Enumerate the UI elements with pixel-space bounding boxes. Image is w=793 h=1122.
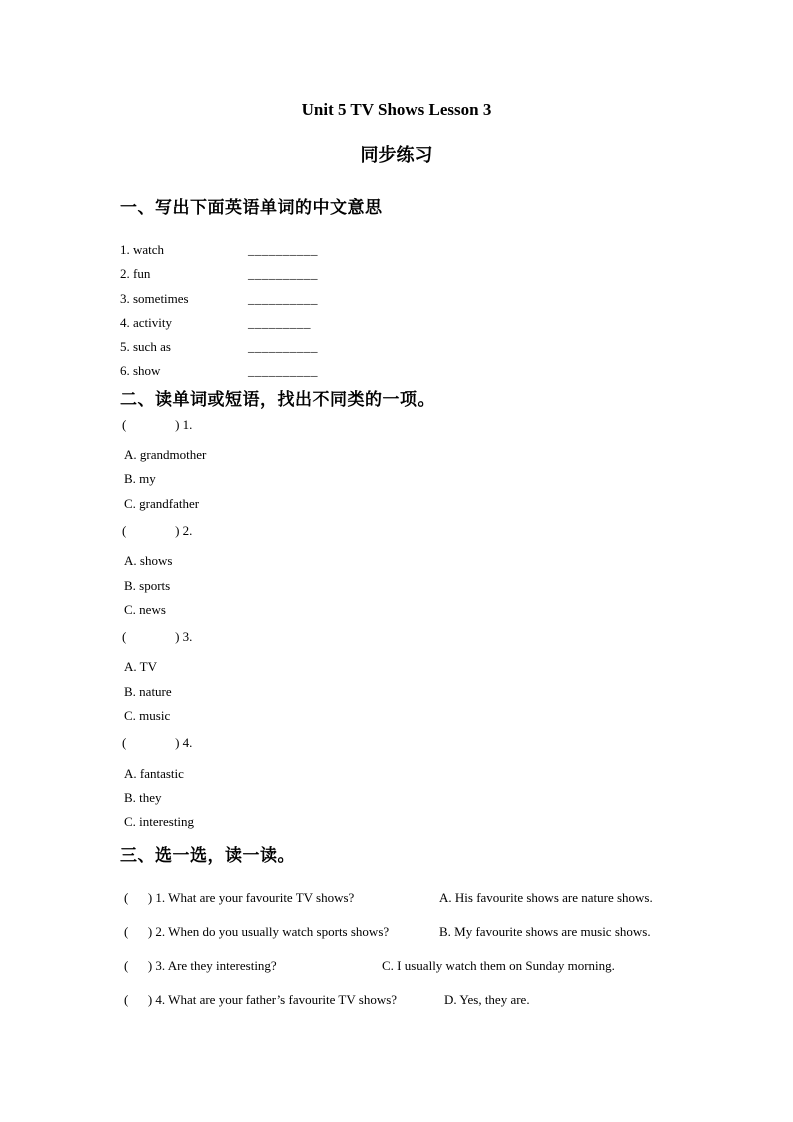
answer-blank-prefix: ( ) 3. — [122, 629, 193, 645]
vocab-word: 6. show — [120, 363, 161, 379]
option-a: A. grandmother — [124, 447, 207, 463]
vocab-blank: __________ — [248, 363, 318, 379]
vocab-blank: __________ — [248, 266, 318, 282]
vocab-word: 5. such as — [120, 339, 171, 355]
match-row — [124, 949, 673, 983]
vocab-blank: __________ — [248, 339, 318, 355]
vocab-word: 1. watch — [120, 242, 165, 257]
classify-question-3 — [120, 625, 673, 728]
answer-blank-prefix: ( ) 2. — [122, 522, 193, 538]
match-list — [120, 881, 673, 1017]
option-c: C. music — [124, 708, 171, 724]
answer-blank-prefix: ( ) 1. — [122, 416, 193, 432]
match-answer: C. I usually watch them on Sunday morning. — [382, 957, 615, 973]
option-b: B. they — [124, 789, 162, 805]
match-question: ( ) 2. When do you usually watch sports shows? — [124, 923, 390, 939]
section-3-heading: 三、选一选，读一读。 — [120, 845, 295, 865]
vocab-blank: __________ — [248, 290, 318, 306]
option-b: B. my — [124, 471, 156, 487]
option-a: A. fantastic — [124, 765, 184, 781]
classify-question-2 — [120, 519, 673, 622]
option-c: C. interesting — [124, 814, 195, 830]
classify-question-1 — [120, 413, 673, 516]
option-b: B. sports — [124, 577, 171, 593]
page-subtitle: 同步练习 — [360, 145, 433, 165]
classify-question-4 — [120, 731, 673, 834]
match-row — [124, 881, 673, 915]
answer-blank-prefix: ( ) 4. — [122, 735, 193, 751]
option-a: A. shows — [124, 553, 173, 569]
match-answer: D. Yes, they are. — [444, 991, 530, 1007]
vocab-word: 3. sometimes — [120, 290, 189, 306]
match-question: ( ) 4. What are your father’s favourite TV shows? — [124, 991, 398, 1007]
match-question: ( ) 3. Are they interesting? — [124, 957, 277, 973]
section-1-heading: 一、写出下面英语单词的中文意思 — [120, 198, 383, 217]
vocab-list — [120, 238, 673, 384]
vocab-item — [120, 311, 673, 335]
vocab-item — [120, 335, 673, 359]
page-content — [0, 100, 793, 1017]
option-c: C. news — [124, 601, 166, 617]
match-row — [124, 983, 673, 1017]
vocab-word: 4. activity — [120, 314, 172, 330]
page-title: Unit 5 TV Shows Lesson 3 — [301, 100, 492, 119]
match-answer: B. My favourite shows are music shows. — [439, 923, 651, 939]
vocab-item — [120, 238, 673, 262]
vocab-item — [120, 359, 673, 383]
match-question: ( ) 1. What are your favourite TV shows? — [124, 889, 355, 905]
option-a: A. TV — [124, 659, 157, 675]
vocab-item — [120, 262, 673, 286]
vocab-word: 2. fun — [120, 266, 151, 282]
vocab-blank: __________ — [248, 242, 318, 257]
match-row — [124, 915, 673, 949]
match-answer: A. His favourite shows are nature shows. — [439, 889, 653, 905]
option-c: C. grandfather — [124, 495, 200, 511]
option-b: B. nature — [124, 683, 172, 699]
vocab-blank: _________ — [248, 314, 311, 330]
vocab-item — [120, 287, 673, 311]
section-2-heading: 二、读单词或短语，找出不同类的一项。 — [120, 389, 435, 409]
